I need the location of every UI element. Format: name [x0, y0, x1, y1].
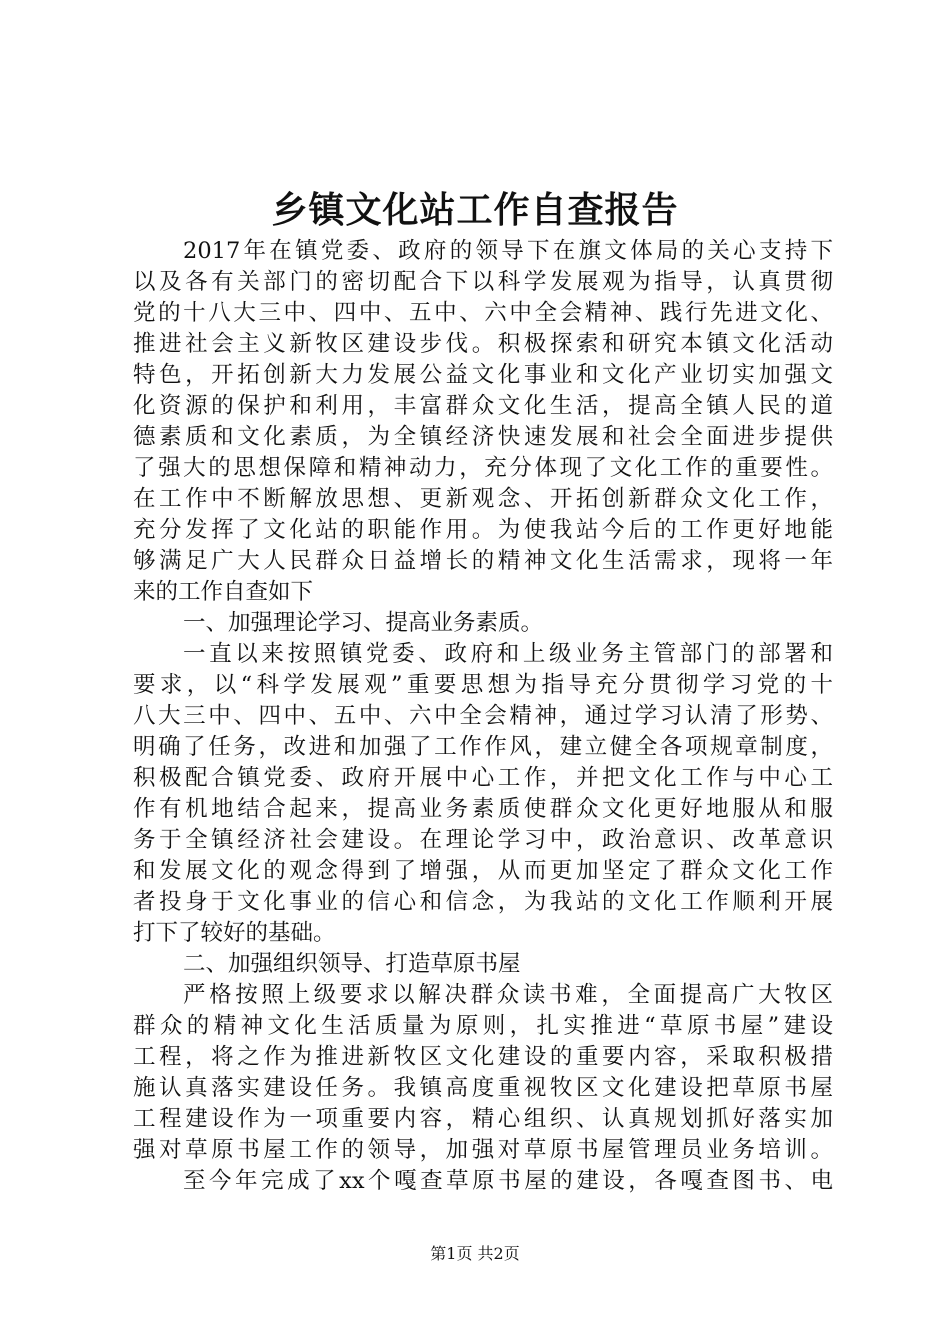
- text-line: 作有机地结合起来，提高业务素质使群众文化更好地服从和服: [133, 796, 833, 822]
- text-line: 要求，以“科学发展观”重要思想为指导充分贯彻学习党的十: [133, 672, 833, 698]
- text-line: 在工作中不断解放思想、更新观念、开拓创新群众文化工作，: [133, 486, 833, 512]
- text-line: 二、加强组织领导、打造草原书屋: [183, 951, 521, 977]
- page-number: 第1页 共2页: [430, 1244, 520, 1263]
- text-line: 群众的精神文化生活质量为原则，扎实推进“草原书屋”建设: [133, 1013, 833, 1039]
- text-line: 特色，开拓创新大力发展公益文化事业和文化产业切实加强文: [133, 362, 833, 388]
- text-line: 够满足广大人民群众日益增长的精神文化生活需求，现将一年: [133, 548, 833, 574]
- text-line: 充分发挥了文化站的职能作用。为使我站今后的工作更好地能: [133, 517, 833, 543]
- text-line: 明确了任务，改进和加强了工作作风，建立健全各项规章制度，: [133, 734, 833, 760]
- text-line: 党的十八大三中、四中、五中、六中全会精神、践行先进文化、: [133, 300, 833, 326]
- text-line: 了强大的思想保障和精神动力，充分体现了文化工作的重要性。: [133, 455, 833, 481]
- text-line: 一直以来按照镇党委、政府和上级业务主管部门的部署和: [183, 641, 833, 667]
- text-line: 一、加强理论学习、提高业务素质。: [183, 610, 544, 636]
- text-line: 来的工作自查如下: [133, 579, 314, 605]
- document-title: 乡镇文化站工作自查报告: [271, 189, 679, 231]
- text-line: 者投身于文化事业的信心和信念，为我站的文化工作顺利开展: [133, 889, 833, 915]
- text-line: 和发展文化的观念得到了增强，从而更加坚定了群众文化工作: [133, 858, 833, 884]
- text-line: 打下了较好的基础。: [133, 920, 336, 946]
- text-line: 务于全镇经济社会建设。在理论学习中，政治意识、改革意识: [133, 827, 833, 853]
- text-line: 推进社会主义新牧区建设步伐。积极探索和研究本镇文化活动: [133, 331, 833, 357]
- text-line: 严格按照上级要求以解决群众读书难，全面提高广大牧区: [183, 982, 833, 1008]
- text-line: 德素质和文化素质，为全镇经济快速发展和社会全面进步提供: [133, 424, 833, 450]
- text-line: 积极配合镇党委、政府开展中心工作，并把文化工作与中心工: [133, 765, 833, 791]
- text-line: 八大三中、四中、五中、六中全会精神，通过学习认清了形势、: [133, 703, 833, 729]
- text-line: 工程建设作为一项重要内容，精心组织、认真规划抓好落实加: [133, 1106, 833, 1132]
- text-line: 工程，将之作为推进新牧区文化建设的重要内容，采取积极措: [133, 1044, 833, 1070]
- text-line: 2017年在镇党委、政府的领导下在旗文体局的关心支持下: [183, 238, 833, 264]
- text-line: 以及各有关部门的密切配合下以科学发展观为指导，认真贯彻: [133, 269, 833, 295]
- text-line: 施认真落实建设任务。我镇高度重视牧区文化建设把草原书屋: [133, 1075, 833, 1101]
- document-body: [133, 236, 833, 1197]
- text-line: 化资源的保护和利用，丰富群众文化生活，提高全镇人民的道: [133, 393, 833, 419]
- text-line: 至今年完成了xx个嘎查草原书屋的建设，各嘎查图书、电: [183, 1168, 833, 1194]
- text-line: 强对草原书屋工作的领导，加强对草原书屋管理员业务培训。: [133, 1137, 833, 1163]
